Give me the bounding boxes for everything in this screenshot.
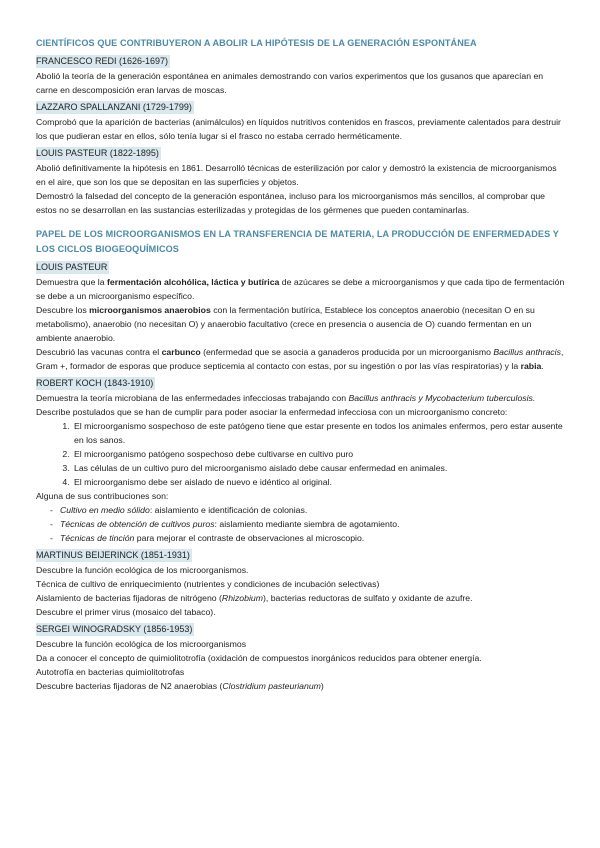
list-item: 1. El microorganismo sospechoso de este patógeno tiene que estar presente en todos los animales enfermos, pero estar ausente en los sanos.	[72, 419, 566, 447]
paragraph: Da a conocer el concepto de quimiolitotrofía (oxidación de compuestos inorgánicos reducidos para obtener energía.	[36, 653, 482, 663]
list-item: 4. El microorganismo debe ser aislado de nuevo e idéntico al original.	[72, 475, 566, 489]
list-item: - Cultivo en medio sólido: aislamiento e identificación de colonias.	[50, 503, 566, 517]
redi-block	[36, 51, 566, 97]
scientist-name: MARTINUS BEIJERINCK (1851-1931)	[36, 550, 190, 560]
pasteur-role-block	[36, 257, 566, 373]
section-title: PAPEL DE LOS MICROORGANISMOS EN LA TRANSFERENCIA DE MATERIA, LA PRODUCCIÓN DE ENFERMEDADES Y LOS CICLOS BIOGEOQUÍMICOS	[36, 229, 559, 254]
list-item: - Técnicas de obtención de cultivos puros: aislamiento mediante siembra de agotamiento.	[50, 517, 566, 531]
paragraph: Descubre bacterias fijadoras de N2 anaerobias (Clostridium pasteurianum)	[36, 681, 324, 691]
paragraph: Demostró la falsedad del concepto de la generación espontánea, incluso para los microorganismos más sencillos, al comprobar que estos no se desarrollan en las sustancias esterilizadas y protegidas de los gérmenes que pueden contaminarlas.	[36, 191, 545, 215]
scientist-name: ROBERT KOCH (1843-1910)	[36, 378, 154, 388]
contributions-list	[36, 503, 566, 545]
paragraph: Técnica de cultivo de enriquecimiento (nutrientes y condiciones de incubación selectivas)	[36, 579, 380, 589]
list-item: 2. El microorganismo patógeno sospechoso debe cultivarse en cultivo puro	[72, 447, 566, 461]
paragraph: Abolió definitivamente la hipótesis en 1861. Desarrolló técnicas de esterilización por calor y demostró la existencia de microorganismos en el aire, que son los que se depositan en las superficies y objetos.	[36, 163, 557, 187]
paragraph: Comprobó que la aparición de bacterias (animálculos) en líquidos nutritivos contenidos en frascos, previamente calentados para destruir los que pudieran estar en ellos, sólo tenía lugar si el frasco no estaba cerrado herméticamente.	[36, 117, 561, 141]
scientist-name: LOUIS PASTEUR	[36, 262, 108, 272]
paragraph: Descubre la función ecológica de los microorganismos	[36, 639, 247, 649]
paragraph: Descubrió las vacunas contra el carbunco (enfermedad que se asocia a ganaderos producida por un microorganismo Bacillus anthracis, Gram +, formador de esporas que produce septicemia al contacto con estas, por su ingestión o por las vías respiratorias) y la rabia.	[36, 347, 564, 371]
paragraph: Describe postulados que se han de cumplir para poder asociar la enfermedad infecciosa con un microorganismo concreto:	[36, 407, 508, 417]
scientist-name: SERGEI WINOGRADSKY (1856-1953)	[36, 624, 193, 634]
scientist-name: LOUIS PASTEUR (1822-1895)	[36, 148, 159, 158]
paragraph: Demuestra que la fermentación alcohólica, láctica y butírica de azúcares se debe a microorganismos y que cada tipo de fermentación se debe a un microorganismo específico.	[36, 277, 565, 301]
paragraph: Autotrofía en bacterias quimiolitotrofas	[36, 667, 185, 677]
paragraph: Alguna de sus contribuciones son:	[36, 491, 169, 501]
beijerinck-block	[36, 545, 566, 619]
paragraph: Descubre la función ecológica de los microorganismos.	[36, 565, 249, 575]
postulates-list	[36, 419, 566, 489]
scientist-name: FRANCESCO REDI (1626-1697)	[36, 56, 169, 66]
paragraph: Descubre el primer virus (mosaico del tabaco).	[36, 607, 216, 617]
section-title: CIENTÍFICOS QUE CONTRIBUYERON A ABOLIR LA HIPÓTESIS DE LA GENERACIÓN ESPONTÁNEA	[36, 38, 477, 48]
document-page	[36, 36, 566, 693]
winogradsky-block	[36, 619, 566, 693]
paragraph: Demuestra la teoría microbiana de las enfermedades infecciosas trabajando con Bacillus anthracis y Mycobacterium tuberculosis.	[36, 393, 536, 403]
paragraph: Aislamiento de bacterias fijadoras de nitrógeno (Rhizobium), bacterias reductoras de sulfato y oxidante de azufre.	[36, 593, 473, 603]
spallanzani-block	[36, 97, 566, 143]
koch-block	[36, 373, 566, 545]
paragraph: Abolió la teoría de la generación espontánea en animales demostrando con varios experimentos que los gusanos que aparecían en carne en descomposición eran larvas de moscas.	[36, 71, 544, 95]
paragraph: Descubre los microorganismos anaerobios con la fermentación butírica, Establece los conceptos anaerobio (necesitan O en su metabolismo), anaerobio (no necesitan O) y anaerobio facultativo (crece en presencia o ausencia de O) cuando fermentan en un ambiente anaerobio.	[36, 305, 535, 343]
scientist-name: LAZZARO SPALLANZANI (1729-1799)	[36, 102, 192, 112]
list-item: - Técnicas de tinción para mejorar el contraste de observaciones al microscopio.	[50, 531, 566, 545]
pasteur-block	[36, 143, 566, 217]
list-item: 3. Las células de un cultivo puro del microorganismo aislado debe causar enfermedad en animales.	[72, 461, 566, 475]
